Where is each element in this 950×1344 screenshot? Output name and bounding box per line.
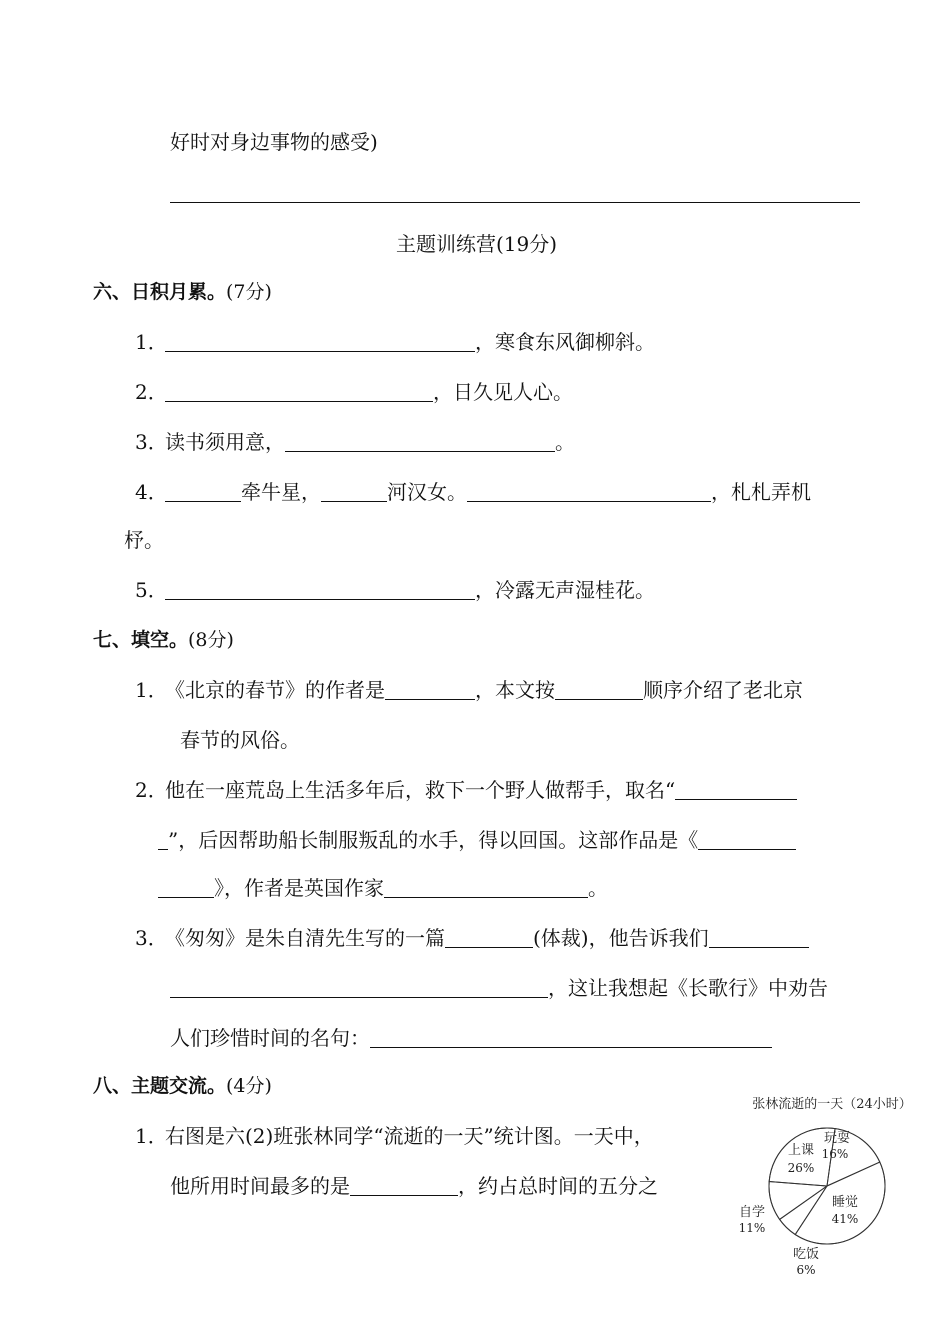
- q-text: 读书须用意，: [165, 430, 285, 454]
- blank[interactable]: [158, 877, 214, 898]
- blank[interactable]: [385, 679, 475, 700]
- section-7-score: (8分): [188, 629, 234, 651]
- s7-q3: [135, 924, 809, 952]
- s6-q5: [135, 576, 655, 604]
- pie-chart: [722, 1088, 942, 1288]
- pie-label-value: 11%: [738, 1221, 766, 1235]
- s7-q1-cont: 春节的风俗。: [180, 728, 300, 752]
- q-text: ，日久见人心。: [433, 380, 573, 404]
- blank[interactable]: [321, 481, 387, 502]
- s6-q4: [135, 478, 811, 506]
- blank[interactable]: [675, 779, 797, 800]
- blank[interactable]: [370, 1027, 772, 1048]
- pie-label-category: 上课: [787, 1143, 815, 1158]
- s7-q2-line2: [158, 826, 796, 854]
- blank[interactable]: [285, 431, 555, 452]
- s7-q3-line2: [170, 974, 828, 1002]
- q-text: (体裁)，他告诉我们: [533, 926, 709, 950]
- section-7-heading: [93, 626, 234, 654]
- pie-label-value: 41%: [831, 1212, 859, 1226]
- question-number: 5．: [135, 578, 168, 602]
- answer-line[interactable]: [170, 182, 860, 203]
- question-number: 4．: [135, 480, 168, 504]
- pie-label-category: 吃饭: [792, 1247, 820, 1262]
- q-text: 他在一座荒岛上生活多年后，救下一个野人做帮手，取名“: [165, 778, 676, 802]
- question-number: 2．: [135, 380, 168, 404]
- blank[interactable]: [350, 1175, 458, 1196]
- blank[interactable]: [165, 381, 433, 402]
- q-text: 右图是六(2)班张林同学“流逝的一天”统计图。一天中，: [165, 1124, 654, 1148]
- section-6-score: (7分): [226, 281, 272, 303]
- s7-q2: [135, 776, 797, 804]
- q-text: ，冷露无声湿桂花。: [475, 578, 655, 602]
- blank[interactable]: [165, 481, 241, 502]
- s6-q2: [135, 378, 573, 406]
- question-number: 1．: [135, 330, 168, 354]
- pie-label-category: 玩耍: [823, 1131, 851, 1146]
- chart-title: 张林流逝的一天（24小时）: [752, 1097, 912, 1112]
- section-7-title: 七、填空。: [93, 629, 189, 651]
- blank[interactable]: [467, 481, 711, 502]
- q-text: 他所用时间最多的是: [170, 1174, 350, 1198]
- question-number: 1．: [135, 1124, 168, 1148]
- s7-q3-line3: [170, 1024, 772, 1052]
- blank[interactable]: [384, 877, 588, 898]
- q-text: 》，作者是英国作家: [214, 876, 384, 900]
- blank[interactable]: [709, 927, 809, 948]
- s6-q1: [135, 328, 655, 356]
- s8-q1-line2: [170, 1172, 658, 1200]
- q-text: ，寒食东风御柳斜。: [475, 330, 655, 354]
- q-text: 。: [555, 430, 575, 454]
- q-text: ，约占总时间的五分之: [458, 1174, 658, 1198]
- s7-q1: [135, 676, 803, 704]
- q-text: 河汉女。: [387, 480, 467, 504]
- q-text: ，这让我想起《长歌行》中劝告: [548, 976, 828, 1000]
- s6-q3: [135, 428, 575, 456]
- question-number: 3．: [135, 926, 168, 950]
- s8-q1: [135, 1122, 654, 1150]
- section-8-title: 八、主题交流。: [93, 1075, 227, 1097]
- q-text: 《匆匆》是朱自清先生写的一篇: [165, 926, 445, 950]
- s7-q2-line3: [158, 874, 608, 902]
- blank[interactable]: [165, 579, 475, 600]
- section-8-heading: [93, 1072, 272, 1100]
- blank[interactable]: [698, 829, 796, 850]
- q-text: 牵牛星，: [241, 480, 321, 504]
- section-6-title: 六、日积月累。: [93, 281, 227, 303]
- q-text: 。: [588, 876, 608, 900]
- section-6-heading: [93, 278, 272, 306]
- pie-label-category: 睡觉: [831, 1195, 859, 1210]
- pie-chart-svg: [722, 1088, 942, 1288]
- section-8-score: (4分): [226, 1075, 272, 1097]
- blank[interactable]: [170, 977, 548, 998]
- theme-title: 主题训练营(19分): [396, 232, 558, 256]
- blank[interactable]: [165, 331, 475, 352]
- q-text: ”，后因帮助船长制服叛乱的水手，得以回国。这部作品是《: [168, 828, 699, 852]
- pie-label-value: 16%: [821, 1147, 849, 1161]
- q-text: ，札札弄机: [711, 480, 811, 504]
- question-number: 2．: [135, 778, 168, 802]
- blank[interactable]: [555, 679, 643, 700]
- question-number: 1．: [135, 678, 168, 702]
- blank[interactable]: [445, 927, 533, 948]
- intro-line: 好时对身边事物的感受): [170, 130, 378, 154]
- question-number: 3．: [135, 430, 168, 454]
- pie-label-value: 6%: [796, 1263, 816, 1277]
- q-text: 《北京的春节》的作者是: [165, 678, 385, 702]
- q-text: ，本文按: [475, 678, 555, 702]
- q-text: 顺序介绍了老北京: [643, 678, 803, 702]
- pie-label-value: 26%: [787, 1161, 815, 1175]
- blank[interactable]: [158, 829, 168, 850]
- q-text: 人们珍惜时间的名句：: [170, 1026, 370, 1050]
- s6-q4-cont: 杼。: [124, 528, 164, 552]
- pie-label-category: 自学: [738, 1205, 766, 1220]
